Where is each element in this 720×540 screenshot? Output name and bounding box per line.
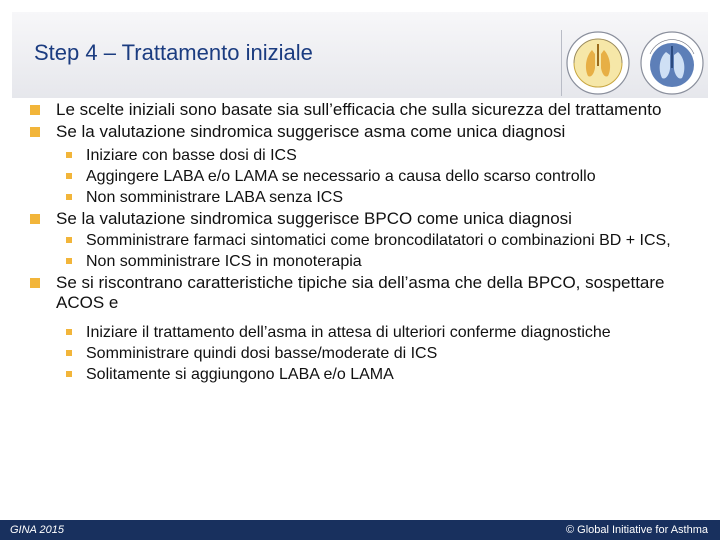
bullet-square-icon <box>66 194 72 200</box>
bullet-level2 <box>30 167 702 186</box>
bullet-square-icon <box>30 127 40 137</box>
bullet-level1 <box>30 100 702 120</box>
bullet-square-icon <box>30 278 40 288</box>
bullet-text: Iniziare con basse dosi di ICS <box>86 147 297 164</box>
bullet-square-icon <box>66 152 72 158</box>
bullet-text: Se la valutazione sindromica suggerisce asma come unica diagnosi <box>56 122 566 141</box>
bullet-square-icon <box>66 173 72 179</box>
bullet-text: Se si riscontrano caratteristiche tipiche sia dell’asma che della BPCO, sospettare ACOS e <box>56 273 665 312</box>
bullet-text: Iniziare il trattamento dell’asma in attesa di ulteriori conferme diagnostiche <box>86 324 611 341</box>
bullet-level1 <box>30 209 702 229</box>
bullet-level2 <box>30 365 702 384</box>
bullet-text: Somministrare farmaci sintomatici come broncodilatatori o combinazioni BD + ICS, <box>86 232 671 249</box>
bullet-square-icon <box>66 237 72 243</box>
bullet-square-icon <box>66 371 72 377</box>
footer-left-text: GINA 2015 <box>10 524 65 536</box>
bullet-square-icon <box>66 258 72 264</box>
bullet-square-icon <box>66 329 72 335</box>
bullet-text: Somministrare quindi dosi basse/moderate di ICS <box>86 345 438 362</box>
logo-divider <box>561 30 562 96</box>
bullet-square-icon <box>66 350 72 356</box>
bullet-level2 <box>30 344 702 363</box>
bullet-level1 <box>30 122 702 142</box>
bullet-text: Solitamente si aggiungono LABA e/o LAMA <box>86 366 394 383</box>
bullet-level2 <box>30 146 702 165</box>
bullet-text: Non somministrare ICS in monoterapia <box>86 253 362 270</box>
bullet-text: Non somministrare LABA senza ICS <box>86 189 343 206</box>
slide-footer <box>0 520 720 540</box>
bullet-list <box>30 98 702 384</box>
bullet-text: Le scelte iniziali sono basate sia sull’efficacia che sulla sicurezza del trattamento <box>56 100 662 119</box>
gold-copd-logo-icon <box>564 28 632 98</box>
bullet-level2 <box>30 231 702 250</box>
bullet-level2 <box>30 188 702 207</box>
bullet-text: Se la valutazione sindromica suggerisce BPCO come unica diagnosi <box>56 209 572 228</box>
bullet-text: Aggingere LABA e/o LAMA se necessario a causa dello scarso controllo <box>86 168 596 185</box>
bullet-level2 <box>30 252 702 271</box>
bullet-level2 <box>30 323 702 342</box>
gina-logo-icon <box>638 28 706 98</box>
slide-title: Step 4 – Trattamento iniziale <box>34 40 313 65</box>
bullet-square-icon <box>30 214 40 224</box>
slide-header <box>12 12 708 98</box>
footer-right-text: © Global Initiative for Asthma <box>565 524 708 536</box>
bullet-square-icon <box>30 105 40 115</box>
bullet-level1 <box>30 273 702 313</box>
